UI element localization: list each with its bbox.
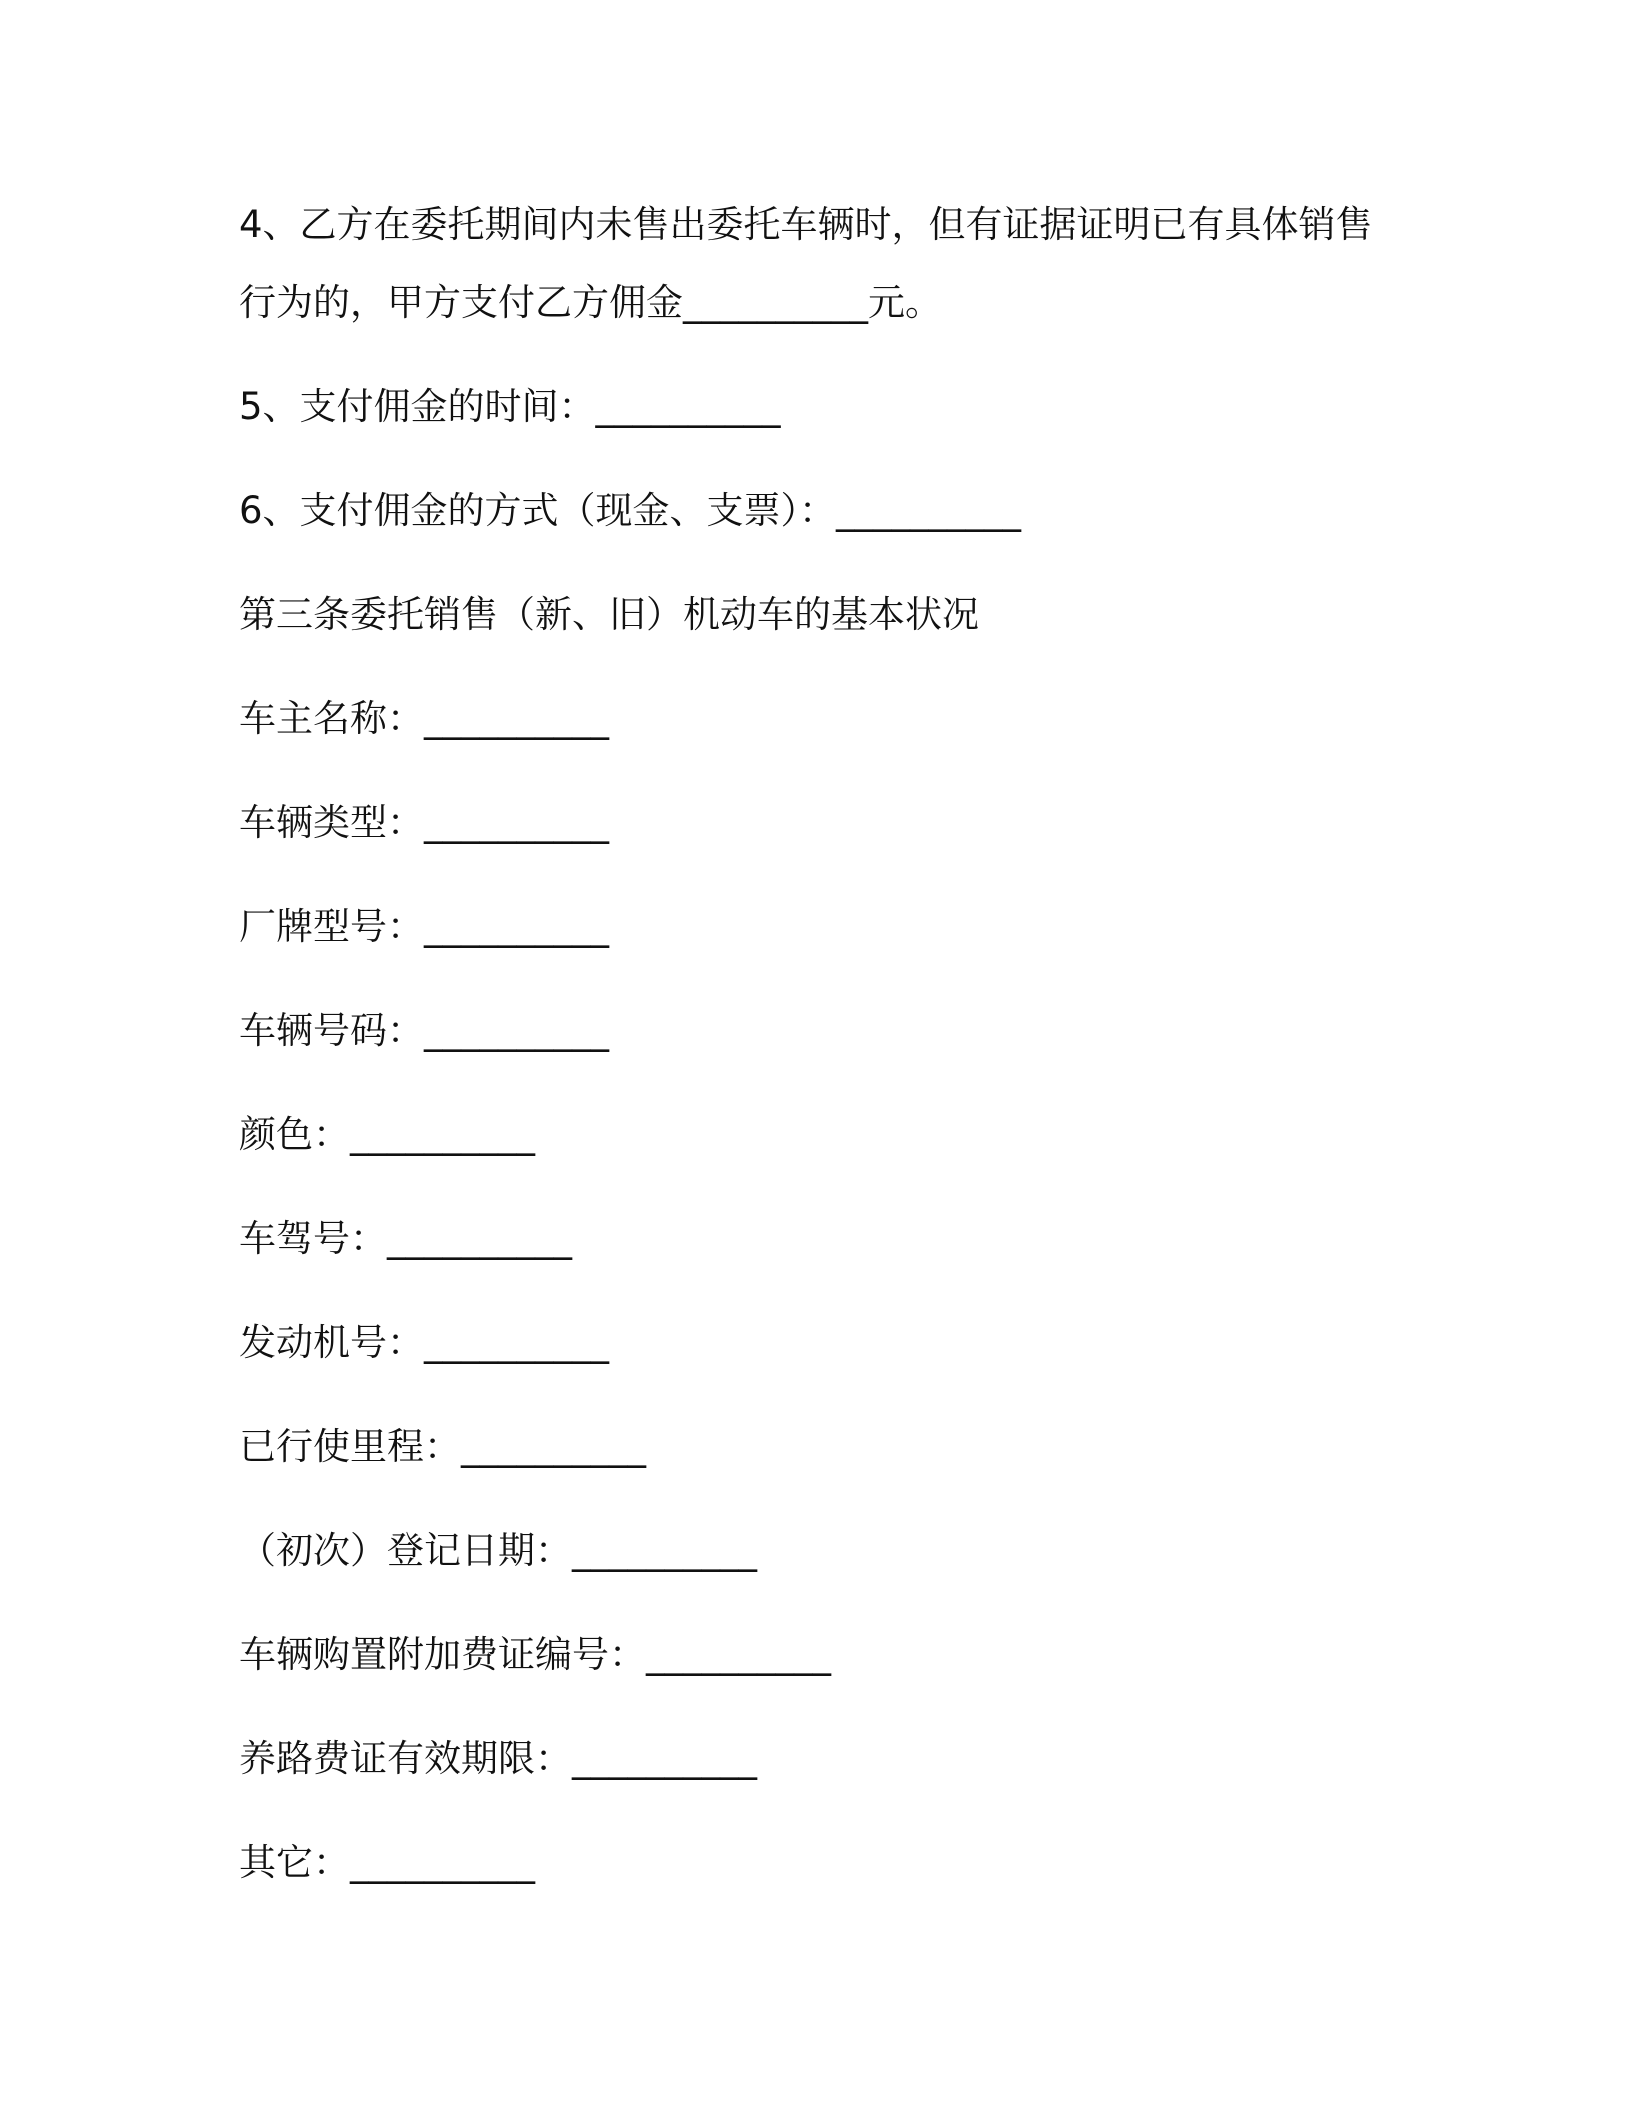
clause-4-unsold-commission: 4、乙方在委托期间内未售出委托车辆时，但有证据证明已有具体销售行为的，甲方支付乙方佣金__________元。	[239, 203, 1373, 324]
field-vehicle-type: 车辆类型：__________	[239, 801, 609, 844]
field-brand-model: 厂牌型号：__________	[239, 905, 609, 948]
field-mileage: 已行使里程：__________	[239, 1425, 646, 1468]
clause-6-payment-method: 6、支付佣金的方式（现金、支票）：__________	[239, 489, 1022, 532]
field-purchase-tax-cert: 车辆购置附加费证编号：__________	[239, 1633, 831, 1676]
section-3-heading: 第三条委托销售（新、旧）机动车的基本状况	[239, 593, 979, 636]
document-body	[239, 186, 1399, 1928]
field-plate-number: 车辆号码：__________	[239, 1009, 609, 1052]
field-road-fee-validity: 养路费证有效期限：__________	[239, 1737, 757, 1780]
field-color: 颜色：__________	[239, 1113, 535, 1156]
field-registration-date: （初次）登记日期：__________	[239, 1529, 757, 1572]
field-engine-number: 发动机号：__________	[239, 1321, 609, 1364]
field-vin: 车驾号：__________	[239, 1217, 572, 1260]
clause-5-payment-time: 5、支付佣金的时间：__________	[239, 385, 781, 428]
field-owner-name: 车主名称：__________	[239, 697, 609, 740]
field-other: 其它：__________	[239, 1841, 535, 1884]
